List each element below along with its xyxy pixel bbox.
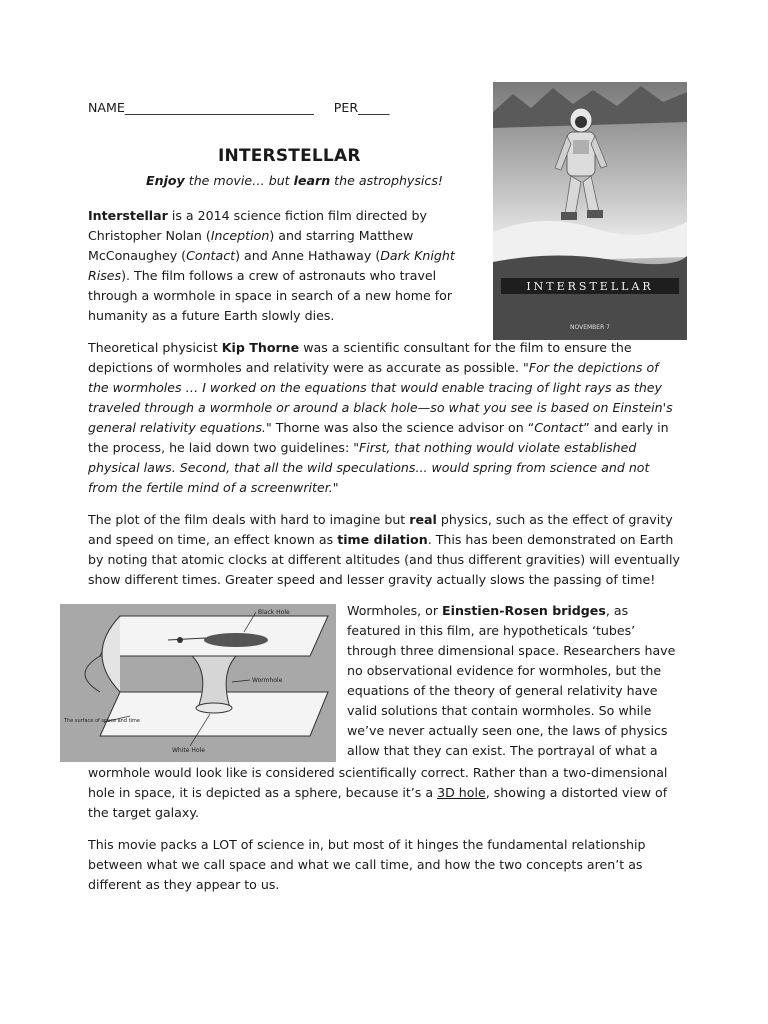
paragraph-kip-thorne: Theoretical physicist Kip Thorne was a scientific consultant for the film to ensure the depictions of wormholes and relativity were as accurate as possible. "For the depictions of the wormholes … I worked on the equations that would enable tracing of light rays as they traveled through a wormhole or around a black hole—so what you see is based on Einstein's general relativity equations." Thorne was also the science advisor on “Contact” and early in the process, he laid down two guidelines: "First, that nothing would violate established physical laws. Second, that all the wild speculations... would spring from science and not from the fertile mind of a screenwriter." bbox=[88, 340, 673, 495]
name-blank: ______________________________ bbox=[124, 100, 314, 115]
poster-release: NOVEMBER 7 bbox=[570, 324, 610, 331]
subtitle-text-2: the astrophysics! bbox=[330, 173, 443, 188]
per-blank: _____ bbox=[358, 100, 390, 115]
wormhole-diagram-image bbox=[60, 604, 336, 762]
diagram-label-black-hole: Black Hole bbox=[258, 609, 290, 616]
paragraph-wormholes-part1: Wormholes, or Einstien-Rosen bridges, as featured in this film, are hypotheticals ‘tubes’ through three dimensional space. Researchers have no observational evidence for wormholes, but the equations of the theory of general relativity have valid solutions that contain wormholes. So while we’ve never actually seen one, the laws of physics allow that they can exist. The portrayal of what a bbox=[347, 603, 676, 758]
name-label: NAME bbox=[88, 100, 125, 115]
poster-graphic bbox=[493, 82, 687, 340]
link-3d-hole: 3D hole bbox=[437, 785, 486, 800]
paragraph-time-dilation: The plot of the film deals with hard to imagine but real physics, such as the effect of gravity and speed on time, an effect known as time dilation. This has been demonstrated on Earth by noting that atomic clocks at different altitudes (and thus different gravities) will eventually show different times. Greater speed and lesser gravity actually slows the passing of time! bbox=[88, 512, 681, 587]
per-label: PER bbox=[333, 100, 359, 115]
subtitle-enjoy: Enjoy bbox=[146, 173, 185, 188]
paragraph-space-time: This movie packs a LOT of science in, but most of it hinges the fundamental relationship between what we call space and what we call time, and how the two concepts aren’t as different as they appear to us. bbox=[88, 837, 646, 892]
subtitle-learn: learn bbox=[293, 173, 331, 188]
poster-title: INTERSTELLAR bbox=[526, 280, 654, 293]
name-period-line bbox=[88, 100, 390, 115]
subtitle-text-1: the movie… but bbox=[184, 173, 294, 188]
wormhole-diagram-graphic bbox=[60, 604, 336, 762]
page-title: INTERSTELLAR bbox=[218, 146, 361, 166]
diagram-label-surface: The surface of space and time bbox=[64, 718, 140, 724]
paragraph-intro: Interstellar is a 2014 science fiction film directed by Christopher Nolan (Inception) and starring Matthew McConaughey (Contact) and Anne Hathaway (Dark Knight Rises). The film follows a crew of astronauts who travel through a wormhole in space in search of a new home for humanity as a future Earth slowly dies. bbox=[88, 208, 455, 323]
interstellar-poster-image bbox=[493, 82, 687, 340]
paragraph-wormholes-part2: wormhole would look like is considered scientifically correct. Rather than a two-dimensional hole in space, it is depicted as a sphere, because it’s a 3D hole, showing a distorted view of the target galaxy. bbox=[88, 765, 668, 820]
diagram-label-wormhole: Wormhole bbox=[252, 677, 283, 684]
diagram-label-white-hole: White Hole bbox=[172, 747, 205, 754]
subtitle bbox=[146, 173, 443, 188]
